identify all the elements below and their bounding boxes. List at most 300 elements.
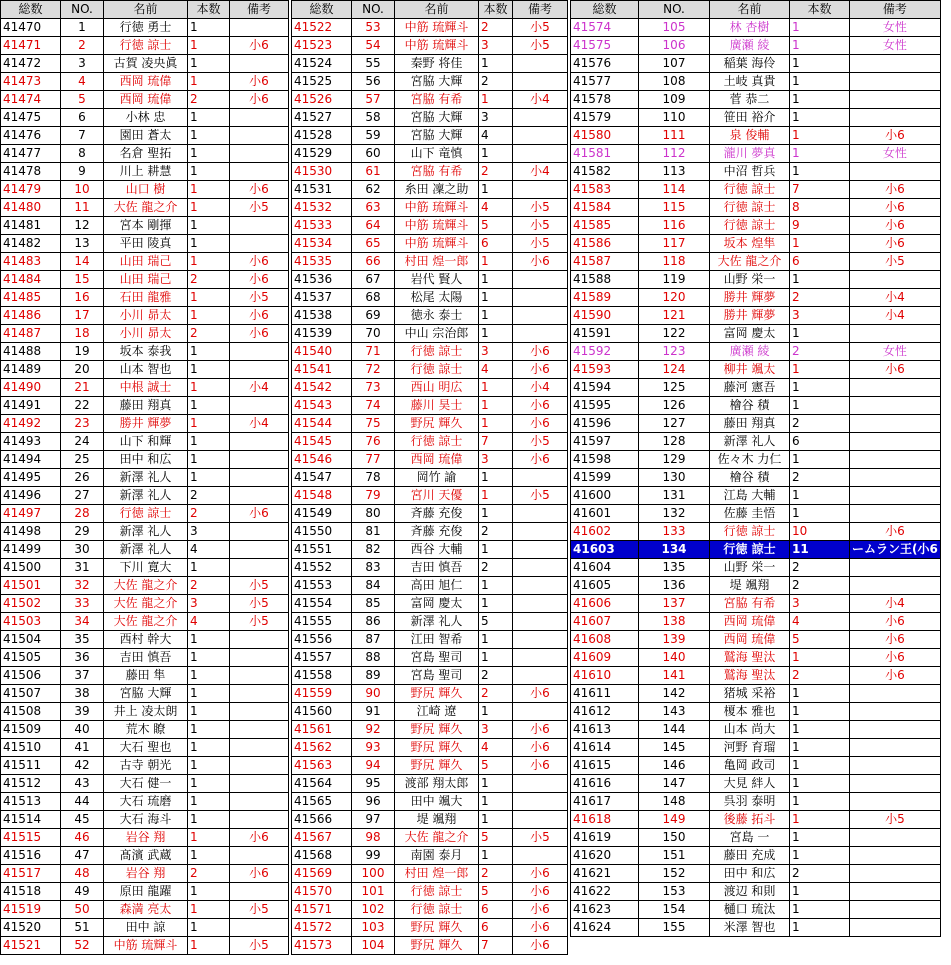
cell-total[interactable]: 41481	[1, 217, 61, 235]
cell-no[interactable]: 118	[639, 253, 710, 271]
cell-name[interactable]: 大見 絆人	[710, 775, 790, 793]
cell-no[interactable]: 80	[352, 505, 395, 523]
cell-note[interactable]	[513, 469, 568, 487]
cell-name[interactable]: 佐藤 圭悟	[710, 505, 790, 523]
cell-note[interactable]: ームラン王(小6	[850, 541, 941, 559]
header-no[interactable]: NO.	[61, 1, 104, 19]
cell-name[interactable]: 新澤 礼人	[395, 613, 479, 631]
cell-total[interactable]: 41577	[571, 73, 639, 91]
cell-total[interactable]: 41524	[292, 55, 352, 73]
cell-name[interactable]: 西岡 琉偉	[104, 73, 188, 91]
cell-note[interactable]	[513, 523, 568, 541]
cell-total[interactable]: 41474	[1, 91, 61, 109]
cell-count[interactable]: 1	[790, 829, 850, 847]
cell-total[interactable]: 41611	[571, 685, 639, 703]
cell-name[interactable]: 山下 和輝	[104, 433, 188, 451]
cell-name[interactable]: 林 杏樹	[710, 19, 790, 37]
cell-note[interactable]	[513, 613, 568, 631]
cell-note[interactable]	[513, 55, 568, 73]
cell-no[interactable]: 136	[639, 577, 710, 595]
cell-name[interactable]: 岩谷 翔	[104, 865, 188, 883]
cell-total[interactable]: 41583	[571, 181, 639, 199]
cell-total[interactable]: 41472	[1, 55, 61, 73]
cell-total[interactable]: 41595	[571, 397, 639, 415]
cell-no[interactable]: 89	[352, 667, 395, 685]
cell-total[interactable]: 41543	[292, 397, 352, 415]
cell-total[interactable]: 41596	[571, 415, 639, 433]
cell-total[interactable]: 41517	[1, 865, 61, 883]
cell-name[interactable]: 小川 昴太	[104, 325, 188, 343]
cell-count[interactable]: 2	[479, 19, 513, 37]
cell-count[interactable]: 11	[790, 541, 850, 559]
cell-count[interactable]: 1	[188, 181, 230, 199]
cell-note[interactable]: 小5	[230, 937, 289, 955]
cell-no[interactable]: 8	[61, 145, 104, 163]
cell-note[interactable]	[513, 73, 568, 91]
cell-note[interactable]	[850, 901, 941, 919]
cell-name[interactable]: 新澤 礼人	[104, 523, 188, 541]
cell-note[interactable]: 小6	[230, 91, 289, 109]
cell-count[interactable]: 1	[188, 397, 230, 415]
cell-note[interactable]	[850, 325, 941, 343]
cell-total[interactable]: 41514	[1, 811, 61, 829]
cell-total[interactable]: 41621	[571, 865, 639, 883]
cell-name[interactable]: 山田 瑞己	[104, 253, 188, 271]
cell-total[interactable]: 41618	[571, 811, 639, 829]
cell-no[interactable]: 19	[61, 343, 104, 361]
cell-no[interactable]: 25	[61, 451, 104, 469]
cell-no[interactable]: 13	[61, 235, 104, 253]
cell-total[interactable]: 41588	[571, 271, 639, 289]
cell-total[interactable]: 41593	[571, 361, 639, 379]
cell-no[interactable]: 9	[61, 163, 104, 181]
header-count[interactable]: 本数	[479, 1, 513, 19]
cell-note[interactable]	[230, 217, 289, 235]
cell-name[interactable]: 野尻 輝久	[395, 685, 479, 703]
cell-note[interactable]	[850, 505, 941, 523]
cell-total[interactable]: 41602	[571, 523, 639, 541]
cell-count[interactable]: 4	[188, 613, 230, 631]
cell-name[interactable]: 藤田 翔真	[104, 397, 188, 415]
header-note[interactable]: 備考	[850, 1, 941, 19]
cell-name[interactable]: 行徳 勇士	[104, 19, 188, 37]
cell-note[interactable]: 小5	[230, 289, 289, 307]
cell-name[interactable]: 大佐 龍之介	[395, 829, 479, 847]
cell-no[interactable]: 40	[61, 721, 104, 739]
cell-count[interactable]: 4	[479, 199, 513, 217]
cell-no[interactable]: 90	[352, 685, 395, 703]
cell-count[interactable]: 2	[790, 865, 850, 883]
cell-note[interactable]: 小6	[850, 235, 941, 253]
header-count[interactable]: 本数	[790, 1, 850, 19]
cell-name[interactable]: 山野 栄一	[710, 559, 790, 577]
cell-note[interactable]: 小5	[513, 217, 568, 235]
cell-name[interactable]: 宮本 剛揮	[104, 217, 188, 235]
cell-no[interactable]: 112	[639, 145, 710, 163]
cell-name[interactable]: 藤田 翔真	[710, 415, 790, 433]
cell-name[interactable]: 山口 樹	[104, 181, 188, 199]
cell-note[interactable]: 小6	[513, 415, 568, 433]
cell-no[interactable]: 110	[639, 109, 710, 127]
cell-total[interactable]: 41512	[1, 775, 61, 793]
cell-total[interactable]: 41575	[571, 37, 639, 55]
cell-total[interactable]: 41490	[1, 379, 61, 397]
cell-total[interactable]: 41622	[571, 883, 639, 901]
cell-note[interactable]: 小4	[850, 307, 941, 325]
cell-total[interactable]: 41540	[292, 343, 352, 361]
cell-no[interactable]: 45	[61, 811, 104, 829]
cell-count[interactable]: 1	[790, 685, 850, 703]
cell-no[interactable]: 77	[352, 451, 395, 469]
cell-note[interactable]	[230, 145, 289, 163]
cell-note[interactable]	[230, 523, 289, 541]
cell-total[interactable]: 41615	[571, 757, 639, 775]
cell-total[interactable]: 41609	[571, 649, 639, 667]
cell-name[interactable]: 秦野 将佳	[395, 55, 479, 73]
cell-name[interactable]: 園田 蒼太	[104, 127, 188, 145]
cell-name[interactable]: 宮脇 大輝	[395, 73, 479, 91]
cell-count[interactable]: 5	[479, 883, 513, 901]
cell-name[interactable]: 名倉 聖拓	[104, 145, 188, 163]
cell-no[interactable]: 11	[61, 199, 104, 217]
cell-name[interactable]: 河野 育瑠	[710, 739, 790, 757]
cell-note[interactable]: 小4	[850, 289, 941, 307]
cell-total[interactable]: 41614	[571, 739, 639, 757]
cell-name[interactable]: 田中 和広	[104, 451, 188, 469]
cell-note[interactable]	[850, 775, 941, 793]
cell-note[interactable]	[513, 703, 568, 721]
cell-count[interactable]: 3	[188, 523, 230, 541]
cell-count[interactable]: 1	[479, 397, 513, 415]
cell-name[interactable]: 山野 栄一	[710, 271, 790, 289]
cell-note[interactable]: 小6	[850, 361, 941, 379]
cell-total[interactable]: 41534	[292, 235, 352, 253]
cell-no[interactable]: 55	[352, 55, 395, 73]
cell-note[interactable]: 小4	[513, 163, 568, 181]
cell-name[interactable]: 鷲海 聖汰	[710, 667, 790, 685]
cell-total[interactable]: 41491	[1, 397, 61, 415]
cell-note[interactable]	[230, 811, 289, 829]
cell-name[interactable]: 行徳 諒士	[395, 343, 479, 361]
cell-note[interactable]: 小6	[850, 217, 941, 235]
cell-name[interactable]: 坂本 泰我	[104, 343, 188, 361]
cell-total[interactable]: 41489	[1, 361, 61, 379]
cell-no[interactable]: 30	[61, 541, 104, 559]
cell-no[interactable]: 152	[639, 865, 710, 883]
cell-no[interactable]: 103	[352, 919, 395, 937]
cell-name[interactable]: 中筋 琉輝斗	[104, 937, 188, 955]
cell-count[interactable]: 1	[188, 379, 230, 397]
cell-name[interactable]: 古寺 朝光	[104, 757, 188, 775]
cell-count[interactable]: 1	[479, 289, 513, 307]
cell-no[interactable]: 51	[61, 919, 104, 937]
cell-note[interactable]	[513, 559, 568, 577]
cell-note[interactable]: 小4	[513, 379, 568, 397]
cell-count[interactable]: 4	[479, 739, 513, 757]
cell-note[interactable]	[230, 793, 289, 811]
cell-name[interactable]: 鷲海 聖汰	[710, 649, 790, 667]
cell-name[interactable]: 宮島 一	[710, 829, 790, 847]
cell-name[interactable]: 柳井 颯太	[710, 361, 790, 379]
cell-count[interactable]: 1	[479, 793, 513, 811]
cell-count[interactable]: 1	[790, 361, 850, 379]
cell-name[interactable]: 新澤 礼人	[104, 487, 188, 505]
cell-no[interactable]: 71	[352, 343, 395, 361]
cell-total[interactable]: 41564	[292, 775, 352, 793]
cell-note[interactable]	[230, 721, 289, 739]
cell-note[interactable]	[850, 91, 941, 109]
cell-no[interactable]: 27	[61, 487, 104, 505]
cell-no[interactable]: 134	[639, 541, 710, 559]
cell-no[interactable]: 93	[352, 739, 395, 757]
header-total[interactable]: 総数	[1, 1, 61, 19]
cell-count[interactable]: 1	[790, 847, 850, 865]
cell-count[interactable]: 1	[188, 469, 230, 487]
cell-name[interactable]: 西村 幹大	[104, 631, 188, 649]
cell-no[interactable]: 57	[352, 91, 395, 109]
cell-no[interactable]: 70	[352, 325, 395, 343]
cell-no[interactable]: 137	[639, 595, 710, 613]
cell-note[interactable]: 小5	[230, 595, 289, 613]
cell-note[interactable]: 小6	[513, 883, 568, 901]
cell-note[interactable]: 小6	[513, 739, 568, 757]
cell-total[interactable]: 41492	[1, 415, 61, 433]
cell-total[interactable]: 41497	[1, 505, 61, 523]
cell-note[interactable]	[513, 667, 568, 685]
cell-total[interactable]: 41513	[1, 793, 61, 811]
cell-name[interactable]: 小川 昴太	[104, 307, 188, 325]
cell-no[interactable]: 29	[61, 523, 104, 541]
cell-total[interactable]: 41494	[1, 451, 61, 469]
cell-count[interactable]: 1	[479, 415, 513, 433]
cell-total[interactable]: 41597	[571, 433, 639, 451]
cell-count[interactable]: 2	[479, 667, 513, 685]
cell-name[interactable]: 猪城 采裕	[710, 685, 790, 703]
cell-name[interactable]: 行徳 諒士	[395, 433, 479, 451]
cell-count[interactable]: 1	[188, 55, 230, 73]
cell-count[interactable]: 1	[479, 775, 513, 793]
cell-count[interactable]: 3	[188, 595, 230, 613]
cell-note[interactable]	[850, 55, 941, 73]
cell-note[interactable]: 女性	[850, 19, 941, 37]
cell-name[interactable]: 岡竹 諭	[395, 469, 479, 487]
cell-count[interactable]: 1	[188, 739, 230, 757]
cell-total[interactable]: 41520	[1, 919, 61, 937]
cell-no[interactable]: 73	[352, 379, 395, 397]
cell-count[interactable]: 7	[790, 181, 850, 199]
cell-name[interactable]: 江田 智希	[395, 631, 479, 649]
cell-count[interactable]: 1	[790, 325, 850, 343]
cell-note[interactable]: 小6	[513, 721, 568, 739]
cell-total[interactable]: 41522	[292, 19, 352, 37]
cell-name[interactable]: 藤田 隼	[104, 667, 188, 685]
cell-total[interactable]: 41511	[1, 757, 61, 775]
cell-name[interactable]: 行徳 諒士	[710, 523, 790, 541]
cell-name[interactable]: 野尻 輝久	[395, 757, 479, 775]
cell-note[interactable]	[850, 73, 941, 91]
cell-no[interactable]: 67	[352, 271, 395, 289]
cell-no[interactable]: 87	[352, 631, 395, 649]
cell-count[interactable]: 3	[479, 343, 513, 361]
cell-total[interactable]: 41523	[292, 37, 352, 55]
cell-no[interactable]: 42	[61, 757, 104, 775]
cell-total[interactable]: 41576	[571, 55, 639, 73]
cell-note[interactable]: 小6	[513, 919, 568, 937]
cell-count[interactable]: 1	[188, 163, 230, 181]
cell-note[interactable]	[230, 469, 289, 487]
header-name[interactable]: 名前	[710, 1, 790, 19]
cell-total[interactable]: 41518	[1, 883, 61, 901]
cell-total[interactable]: 41526	[292, 91, 352, 109]
cell-no[interactable]: 109	[639, 91, 710, 109]
cell-name[interactable]: 野尻 輝久	[395, 937, 479, 955]
cell-total[interactable]: 41486	[1, 307, 61, 325]
cell-count[interactable]: 1	[790, 271, 850, 289]
cell-name[interactable]: 斉藤 充俊	[395, 505, 479, 523]
cell-no[interactable]: 155	[639, 919, 710, 937]
cell-no[interactable]: 3	[61, 55, 104, 73]
cell-no[interactable]: 102	[352, 901, 395, 919]
cell-no[interactable]: 83	[352, 559, 395, 577]
cell-total[interactable]: 41619	[571, 829, 639, 847]
cell-total[interactable]: 41591	[571, 325, 639, 343]
cell-count[interactable]: 1	[479, 577, 513, 595]
cell-total[interactable]: 41510	[1, 739, 61, 757]
cell-total[interactable]: 41584	[571, 199, 639, 217]
cell-count[interactable]: 1	[790, 397, 850, 415]
cell-count[interactable]: 1	[188, 649, 230, 667]
cell-name[interactable]: 平田 陵真	[104, 235, 188, 253]
cell-no[interactable]: 53	[352, 19, 395, 37]
cell-note[interactable]: 小5	[513, 829, 568, 847]
cell-note[interactable]: 小6	[230, 307, 289, 325]
cell-count[interactable]: 1	[790, 757, 850, 775]
cell-no[interactable]: 97	[352, 811, 395, 829]
cell-total[interactable]: 41516	[1, 847, 61, 865]
cell-name[interactable]: 廣瀬 綾	[710, 343, 790, 361]
cell-note[interactable]	[230, 343, 289, 361]
cell-count[interactable]: 1	[790, 649, 850, 667]
cell-note[interactable]	[513, 127, 568, 145]
cell-no[interactable]: 46	[61, 829, 104, 847]
cell-no[interactable]: 128	[639, 433, 710, 451]
cell-total[interactable]: 41527	[292, 109, 352, 127]
cell-name[interactable]: 檜谷 積	[710, 397, 790, 415]
cell-note[interactable]: 小6	[513, 397, 568, 415]
cell-count[interactable]: 6	[790, 433, 850, 451]
cell-total[interactable]: 41579	[571, 109, 639, 127]
cell-note[interactable]: 小6	[850, 667, 941, 685]
cell-no[interactable]: 145	[639, 739, 710, 757]
cell-total[interactable]: 41478	[1, 163, 61, 181]
cell-total[interactable]: 41485	[1, 289, 61, 307]
cell-name[interactable]: 田中 颯大	[395, 793, 479, 811]
cell-count[interactable]: 3	[790, 307, 850, 325]
cell-total[interactable]: 41509	[1, 721, 61, 739]
cell-name[interactable]: 石田 龍雅	[104, 289, 188, 307]
cell-count[interactable]: 2	[790, 667, 850, 685]
cell-count[interactable]: 1	[188, 775, 230, 793]
cell-total[interactable]: 41531	[292, 181, 352, 199]
cell-count[interactable]: 3	[790, 595, 850, 613]
cell-count[interactable]: 4	[790, 613, 850, 631]
cell-count[interactable]: 1	[188, 631, 230, 649]
cell-count[interactable]: 2	[790, 577, 850, 595]
cell-no[interactable]: 113	[639, 163, 710, 181]
cell-no[interactable]: 119	[639, 271, 710, 289]
cell-no[interactable]: 68	[352, 289, 395, 307]
cell-no[interactable]: 146	[639, 757, 710, 775]
cell-count[interactable]: 1	[188, 235, 230, 253]
cell-name[interactable]: 樋口 琉汰	[710, 901, 790, 919]
cell-total[interactable]: 41525	[292, 73, 352, 91]
cell-note[interactable]	[230, 739, 289, 757]
cell-count[interactable]: 1	[479, 325, 513, 343]
cell-no[interactable]: 96	[352, 793, 395, 811]
cell-count[interactable]: 7	[479, 937, 513, 955]
cell-count[interactable]: 1	[479, 595, 513, 613]
cell-no[interactable]: 139	[639, 631, 710, 649]
cell-note[interactable]: 小6	[230, 829, 289, 847]
cell-name[interactable]: 渡部 翔太郎	[395, 775, 479, 793]
cell-name[interactable]: 西岡 琉偉	[710, 631, 790, 649]
cell-no[interactable]: 37	[61, 667, 104, 685]
cell-count[interactable]: 1	[479, 271, 513, 289]
cell-name[interactable]: 徳永 泰士	[395, 307, 479, 325]
cell-count[interactable]: 1	[188, 289, 230, 307]
cell-note[interactable]: 小5	[513, 235, 568, 253]
cell-no[interactable]: 44	[61, 793, 104, 811]
cell-count[interactable]: 6	[790, 253, 850, 271]
cell-name[interactable]: 宮川 天優	[395, 487, 479, 505]
cell-count[interactable]: 1	[188, 685, 230, 703]
cell-note[interactable]: 小4	[513, 91, 568, 109]
cell-name[interactable]: 松尾 太陽	[395, 289, 479, 307]
cell-note[interactable]: 小6	[850, 127, 941, 145]
cell-note[interactable]: 小6	[230, 325, 289, 343]
cell-count[interactable]: 1	[479, 649, 513, 667]
cell-no[interactable]: 116	[639, 217, 710, 235]
cell-count[interactable]: 1	[188, 847, 230, 865]
cell-no[interactable]: 153	[639, 883, 710, 901]
cell-note[interactable]: 小6	[513, 451, 568, 469]
cell-no[interactable]: 18	[61, 325, 104, 343]
cell-no[interactable]: 121	[639, 307, 710, 325]
cell-note[interactable]	[850, 271, 941, 289]
cell-total[interactable]: 41586	[571, 235, 639, 253]
cell-note[interactable]: 小4	[850, 595, 941, 613]
cell-no[interactable]: 94	[352, 757, 395, 775]
cell-name[interactable]: 渡辺 和則	[710, 883, 790, 901]
cell-no[interactable]: 84	[352, 577, 395, 595]
cell-note[interactable]: 小5	[850, 253, 941, 271]
cell-total[interactable]: 41545	[292, 433, 352, 451]
cell-name[interactable]: 大佐 龍之介	[104, 199, 188, 217]
cell-no[interactable]: 64	[352, 217, 395, 235]
cell-name[interactable]: 坂本 煌隼	[710, 235, 790, 253]
cell-note[interactable]: 小6	[513, 685, 568, 703]
cell-count[interactable]: 6	[479, 901, 513, 919]
cell-total[interactable]: 41499	[1, 541, 61, 559]
cell-note[interactable]	[230, 433, 289, 451]
cell-name[interactable]: 宮脇 有希	[710, 595, 790, 613]
cell-count[interactable]: 1	[790, 451, 850, 469]
cell-no[interactable]: 91	[352, 703, 395, 721]
cell-name[interactable]: 行徳 諒士	[710, 199, 790, 217]
cell-total[interactable]: 41598	[571, 451, 639, 469]
cell-count[interactable]: 1	[479, 307, 513, 325]
cell-no[interactable]: 74	[352, 397, 395, 415]
